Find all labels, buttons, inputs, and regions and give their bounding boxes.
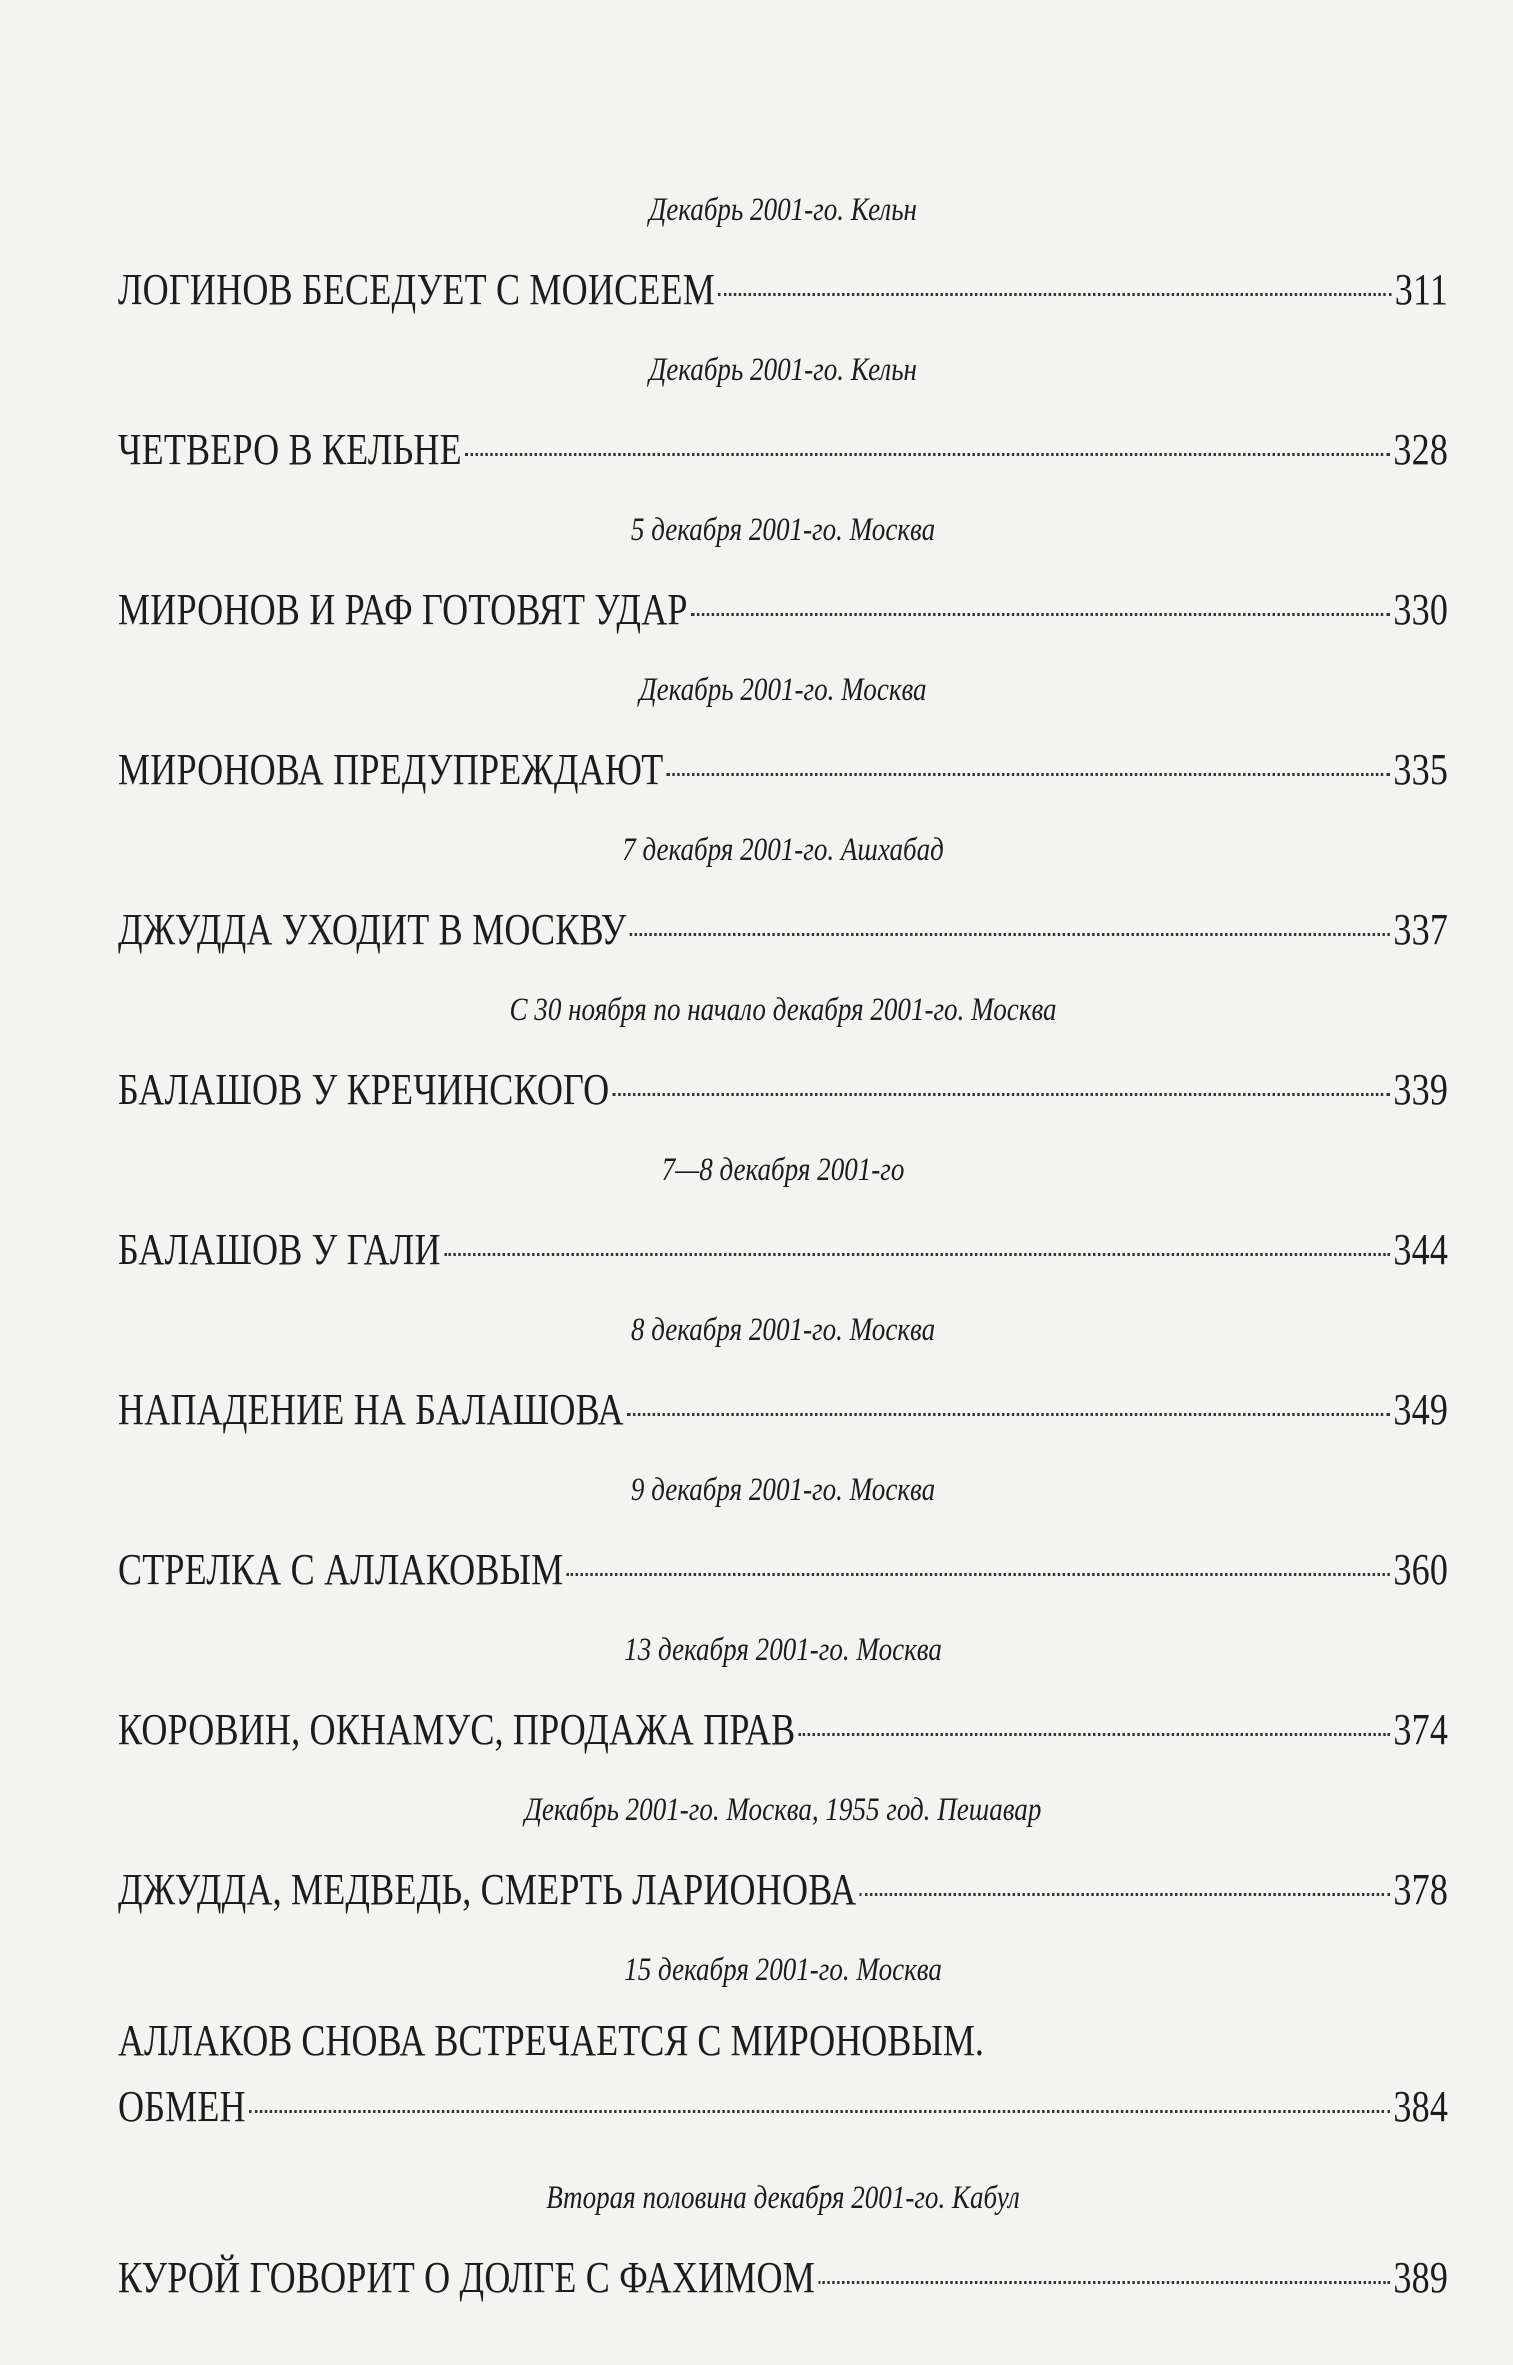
chapter-title: НАПАДЕНИЕ НА БАЛАШОВА: [118, 1385, 624, 1434]
chapter-title: ЛОГИНОВ БЕСЕДУЕТ С МОИСЕЕМ: [118, 265, 715, 314]
chapter-title: БАЛАШОВ У КРЕЧИНСКОГО: [118, 1065, 610, 1114]
dot-leader: [667, 773, 1390, 776]
chapter-title: ДЖУДДА УХОДИТ В МОСКВУ: [118, 905, 627, 954]
toc-entry: [118, 408, 1448, 492]
toc-section: [118, 332, 1448, 492]
section-date-place: 15 декабря 2001-го. Москва: [624, 1952, 942, 1988]
toc-section: [118, 1612, 1448, 1772]
toc-section: [118, 1292, 1448, 1452]
toc-section: [118, 492, 1448, 652]
dot-leader: [691, 613, 1390, 616]
toc-section: [118, 1932, 1448, 2140]
dot-leader: [444, 1253, 1390, 1256]
page-number: 374: [1393, 1705, 1449, 1754]
dot-leader: [799, 1733, 1390, 1736]
dot-leader: [465, 453, 1390, 456]
toc-entry: [118, 1368, 1448, 1452]
toc-entry: [118, 248, 1448, 332]
section-date-place: 7—8 декабря 2001-го: [661, 1152, 905, 1188]
chapter-title: МИРОНОВА ПРЕДУПРЕЖДАЮТ: [118, 745, 664, 794]
toc-entry: [118, 1048, 1448, 1132]
page-number: 328: [1393, 425, 1449, 474]
section-date-place: Декабрь 2001-го. Кельн: [649, 352, 917, 388]
section-date-place: Декабрь 2001-го. Москва: [639, 672, 927, 708]
toc-entry: [118, 1848, 1448, 1932]
dot-leader: [818, 2281, 1390, 2284]
toc-entry: [118, 1528, 1448, 1612]
toc-entry: [118, 2236, 1448, 2320]
toc-section: [118, 172, 1448, 332]
toc-section: [118, 1772, 1448, 1932]
page-number: 344: [1393, 1225, 1449, 1274]
section-date-place: Декабрь 2001-го. Кельн: [649, 192, 917, 228]
chapter-title: ОБМЕН: [118, 2082, 246, 2131]
chapter-title: ДЖУДДА, МЕДВЕДЬ, СМЕРТЬ ЛАРИОНОВА: [118, 1865, 857, 1914]
toc-entry: [118, 888, 1448, 972]
toc-entry: [118, 568, 1448, 652]
page-number: 360: [1393, 1545, 1449, 1594]
toc-entry: [118, 1208, 1448, 1292]
table-of-contents: [118, 172, 1448, 2320]
chapter-title: МИРОНОВ И РАФ ГОТОВЯТ УДАР: [118, 585, 688, 634]
section-date-place: 7 декабря 2001-го. Ашхабад: [622, 832, 944, 868]
page-number: 335: [1393, 745, 1449, 794]
section-date-place: 5 декабря 2001-го. Москва: [630, 512, 936, 548]
dot-leader: [249, 2110, 1390, 2113]
section-date-place: С 30 ноября по начало декабря 2001-го. Москва: [509, 992, 1057, 1028]
chapter-title: КУРОЙ ГОВОРИТ О ДОЛГЕ С ФАХИМОМ: [118, 2253, 815, 2302]
toc-entry: [118, 728, 1448, 812]
dot-leader: [567, 1573, 1390, 1576]
page-number: 384: [1393, 2082, 1449, 2131]
section-date-place: 9 декабря 2001-го. Москва: [630, 1472, 936, 1508]
dot-leader: [630, 933, 1390, 936]
chapter-title: БАЛАШОВ У ГАЛИ: [118, 1225, 441, 1274]
toc-section: [118, 1452, 1448, 1612]
page-number: 339: [1393, 1065, 1449, 1114]
page-number: 349: [1393, 1385, 1449, 1434]
section-date-place: Вторая половина декабря 2001-го. Кабул: [546, 2180, 1020, 2216]
toc-entry: [118, 2074, 1448, 2140]
page-number: 311: [1394, 265, 1449, 314]
section-date-place: 8 декабря 2001-го. Москва: [630, 1312, 936, 1348]
toc-section: [118, 972, 1448, 1132]
section-date-place: 13 декабря 2001-го. Москва: [624, 1632, 942, 1668]
dot-leader: [627, 1413, 1390, 1416]
page-number: 330: [1393, 585, 1449, 634]
toc-section: [118, 1132, 1448, 1292]
chapter-title: КОРОВИН, ОКНАМУС, ПРОДАЖА ПРАВ: [118, 1705, 796, 1754]
toc-section: [118, 2160, 1448, 2320]
toc-section: [118, 812, 1448, 972]
chapter-title: ЧЕТВЕРО В КЕЛЬНЕ: [118, 425, 462, 474]
toc-section: [118, 652, 1448, 812]
page-number: 378: [1393, 1865, 1449, 1914]
dot-leader: [613, 1093, 1390, 1096]
page-number: 389: [1393, 2253, 1449, 2302]
chapter-title-line1: АЛЛАКОВ СНОВА ВСТРЕЧАЕТСЯ С МИРОНОВЫМ.: [118, 2016, 984, 2065]
page-number: 337: [1393, 905, 1449, 954]
section-date-place: Декабрь 2001-го. Москва, 1955 год. Пешавар: [524, 1792, 1042, 1828]
chapter-title: СТРЕЛКА С АЛЛАКОВЫМ: [118, 1545, 564, 1594]
dot-leader: [718, 293, 1391, 296]
dot-leader: [860, 1893, 1390, 1896]
toc-entry: [118, 1688, 1448, 1772]
